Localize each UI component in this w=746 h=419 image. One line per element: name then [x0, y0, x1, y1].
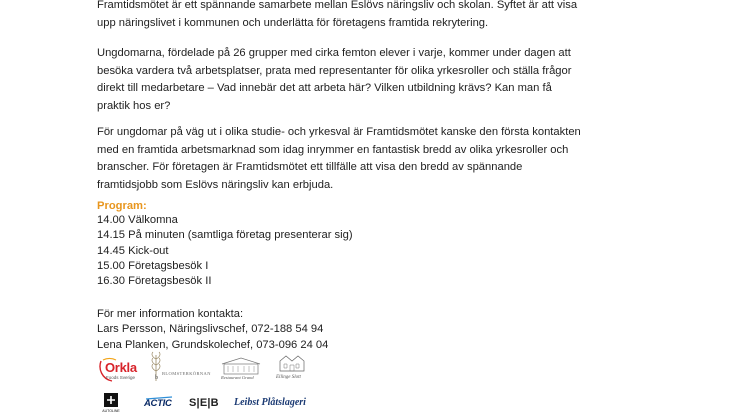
building-icon — [218, 356, 264, 386]
youth-paragraph — [97, 45, 657, 115]
youth-line: Ungdomarna, fördelade på 26 grupper med cirka femton elever i varje, kommer under dagen att — [97, 47, 571, 59]
intro-paragraph — [97, 0, 657, 32]
contact-block — [97, 307, 328, 353]
ellinge-wordmark: Ellinge Slott — [276, 375, 301, 380]
orkla-logo — [98, 357, 148, 385]
autoline-mark-icon — [100, 392, 122, 410]
program-list — [97, 213, 353, 289]
restaurant-logo — [218, 356, 264, 386]
contact-person: Lena Planken, Grundskolechef, 073-096 24 04 — [97, 338, 329, 351]
youth-line: praktik hos er? — [97, 99, 171, 112]
purpose-line: med en framtida arbetsmarknad som idag inrymmer en fantastisk bredd av olika yrkesroller och — [97, 143, 569, 156]
leibst-logo — [232, 396, 322, 412]
intro-line: Framtidsmötet är ett spännande samarbete mellan Eslövs näringsliv och skolan. Syftet är att visa — [97, 0, 578, 11]
program-item: 15.00 Företagsbesök I — [97, 259, 209, 272]
purpose-line: framtidsjobb som Eslövs näringsliv kan erbjuda. — [97, 178, 334, 191]
contact-person: Lars Persson, Näringslivschef, 072-188 54 94 — [97, 323, 324, 336]
seb-wordmark: S|E|B — [189, 397, 219, 409]
ellinge-logo — [272, 353, 314, 385]
purpose-paragraph — [97, 124, 657, 194]
autoline-wordmark: AUTOLINE — [102, 409, 120, 413]
leibst-wordmark: Leibst Plåtslageri — [234, 397, 306, 408]
program-item: 14.15 På minuten (samtliga företag presenterar sig) — [97, 229, 353, 242]
svg-text:b: b — [155, 375, 158, 381]
purpose-line: branscher. För företagen är Framtidsmötet ett tillfälle att visa den bredd av spännande — [97, 161, 523, 173]
restaurant-wordmark: Restaurant Grand — [221, 375, 254, 380]
intro-line: upp näringslivet i kommunen och underlätta för företagens framtida rekrytering. — [97, 16, 489, 29]
youth-line: besöka vardera två arbetsplatser, prata med representanter för olika yrkesroller och ställa frågor — [97, 64, 572, 77]
program-item: 16.30 Företagsbesök II — [97, 275, 212, 288]
castle-icon — [272, 353, 314, 385]
contact-heading: För mer information kontakta: — [97, 308, 244, 320]
seb-logo — [188, 396, 220, 412]
purpose-line: För ungdomar på väg ut i olika studie- och yrkesval är Framtidsmötet kanske den första kontakten — [97, 126, 581, 138]
autoline-logo — [100, 392, 122, 416]
program-heading: Program: — [97, 200, 147, 212]
orkla-wordmark: Orkla — [105, 360, 137, 375]
youth-line: direkt till medarbetare – Vad innebär det att arbeta här? Vilken utbildning krävs? Kan man få — [97, 82, 552, 94]
orkla-subtitle: Foods Sverige — [106, 375, 136, 380]
program-item: 14.00 Välkomna — [97, 214, 178, 226]
wheat-icon — [148, 351, 210, 383]
actic-logo — [142, 396, 174, 412]
blomsterkornan-logo — [148, 351, 210, 383]
program-item: 14.45 Kick-out — [97, 244, 169, 257]
blomsterkornan-wordmark: BLOMSTERKÖRNAN — [162, 371, 211, 376]
actic-wordmark: ACTIC — [144, 398, 172, 409]
